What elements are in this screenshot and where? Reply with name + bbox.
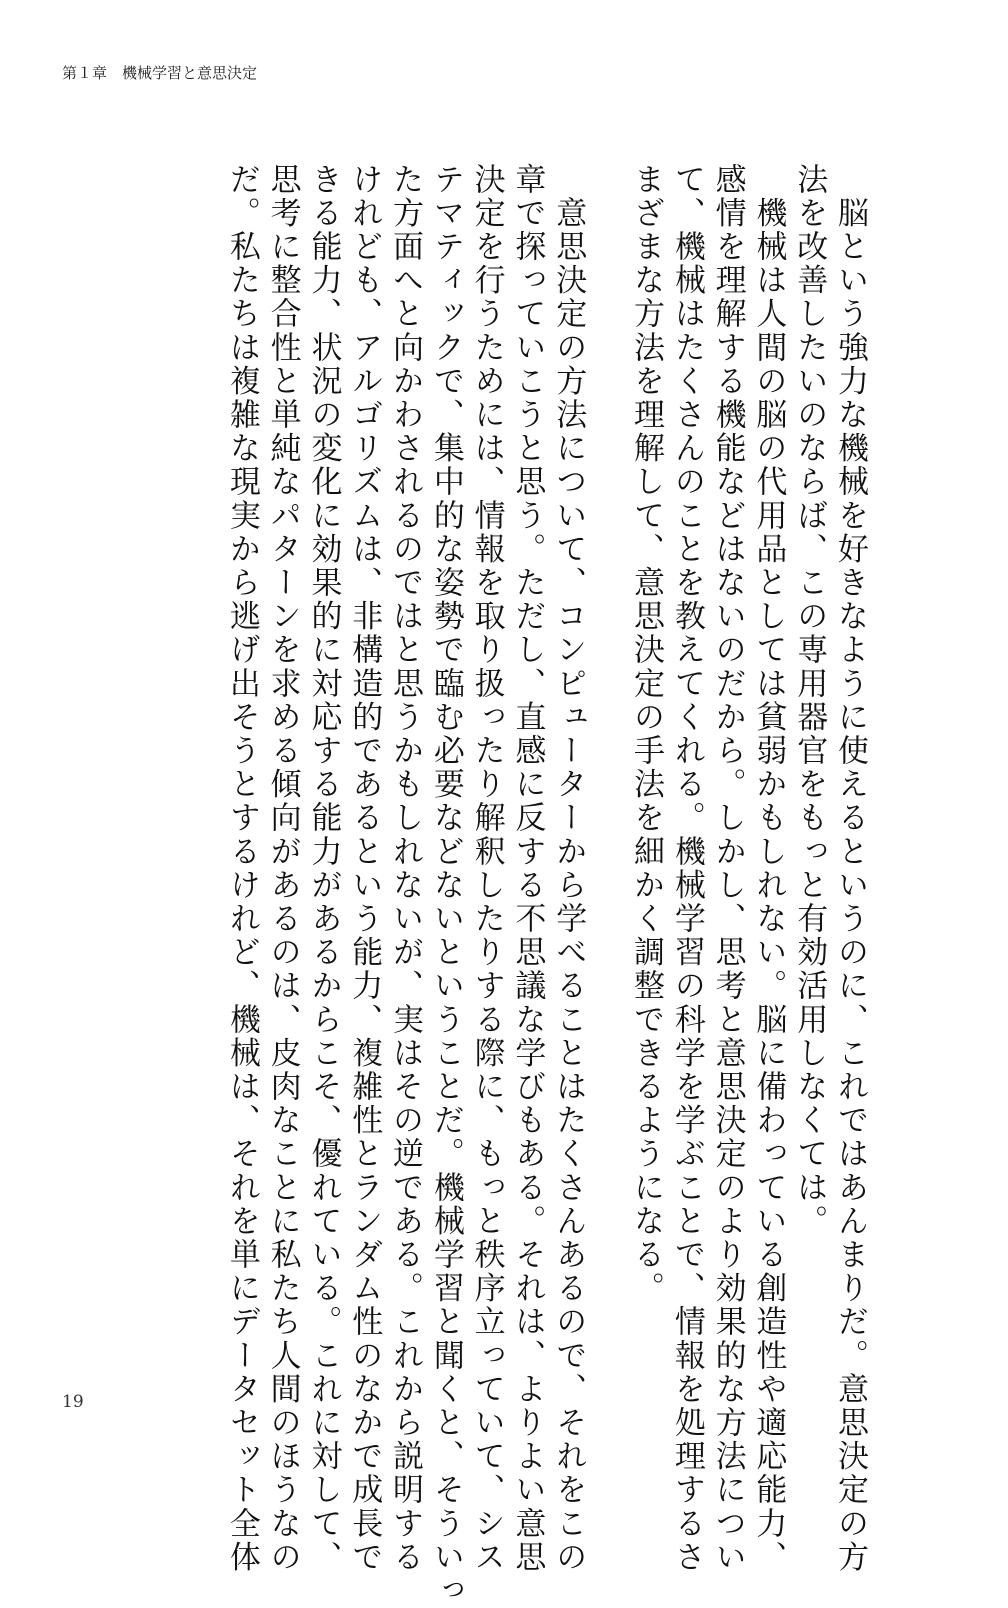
text-line: た方面へと向かわされるのではと思うかもしれないが、実はその逆である。これから説明する <box>387 163 424 1575</box>
text-line: けれども、アルゴリズムは、非構造的であるという能力、複雑性とランダム性のなかで成長で <box>346 163 383 1575</box>
page-number: 19 <box>62 1392 84 1412</box>
text-line: 法を改善したいのならば、この専用器官をもっと有効活用しなくては。 <box>791 163 828 1239</box>
text-line: 決定を行うためには、情報を取り扱ったり解釈したりする際に、もっと秩序立っていて、シス <box>468 163 505 1575</box>
text-line: テマティックで、集中的な姿勢で臨む必要などないということだ。機械学習と聞くと、そういっ <box>427 163 464 1608</box>
text-line: きる能力、状況の変化に効果的に対応する能力があるからこそ、優れている。これに対して、 <box>305 163 342 1575</box>
text-line: 感情を理解する機能などはないのだから。しかし、思考と意思決定のより効果的な方法につい <box>709 163 746 1575</box>
body-text <box>221 163 870 1608</box>
text-line: まざまな方法を理解して、意思決定の手法を細かく調整できるようになる。 <box>628 163 665 1306</box>
running-head: 第１章 機械学習と意思決定 <box>62 64 258 82</box>
text-line: 思考に整合性と単純なパターンを求める傾向があるのは、皮肉なことに私たち人間のほうなの <box>264 163 301 1575</box>
text-line: 脳という強力な機械を好きなように使えるというのに、これではあんまりだ。意思決定の方 <box>832 163 868 1575</box>
text-line: て、機械はたくさんのことを教えてくれる。機械学習の科学を学ぶことで、情報を処理するさ <box>668 163 705 1575</box>
text-line: 機械は人間の脳の代用品としては貧弱かもしれない。脳に備わっている創造性や適応能力、 <box>750 163 787 1575</box>
paragraph-gap <box>588 163 625 1338</box>
text-line: 意思決定の方法について、コンピューターから学べることはたくさんあるので、それをこの <box>550 163 587 1575</box>
text-line: だ。私たちは複雑な現実から逃げ出そうとするけれど、機械は、それを単にデータセット全体 <box>223 163 260 1575</box>
text-line: 章で探っていこうと思う。ただし、直感に反する不思議な学びもある。それは、よりよい意思 <box>509 163 546 1575</box>
